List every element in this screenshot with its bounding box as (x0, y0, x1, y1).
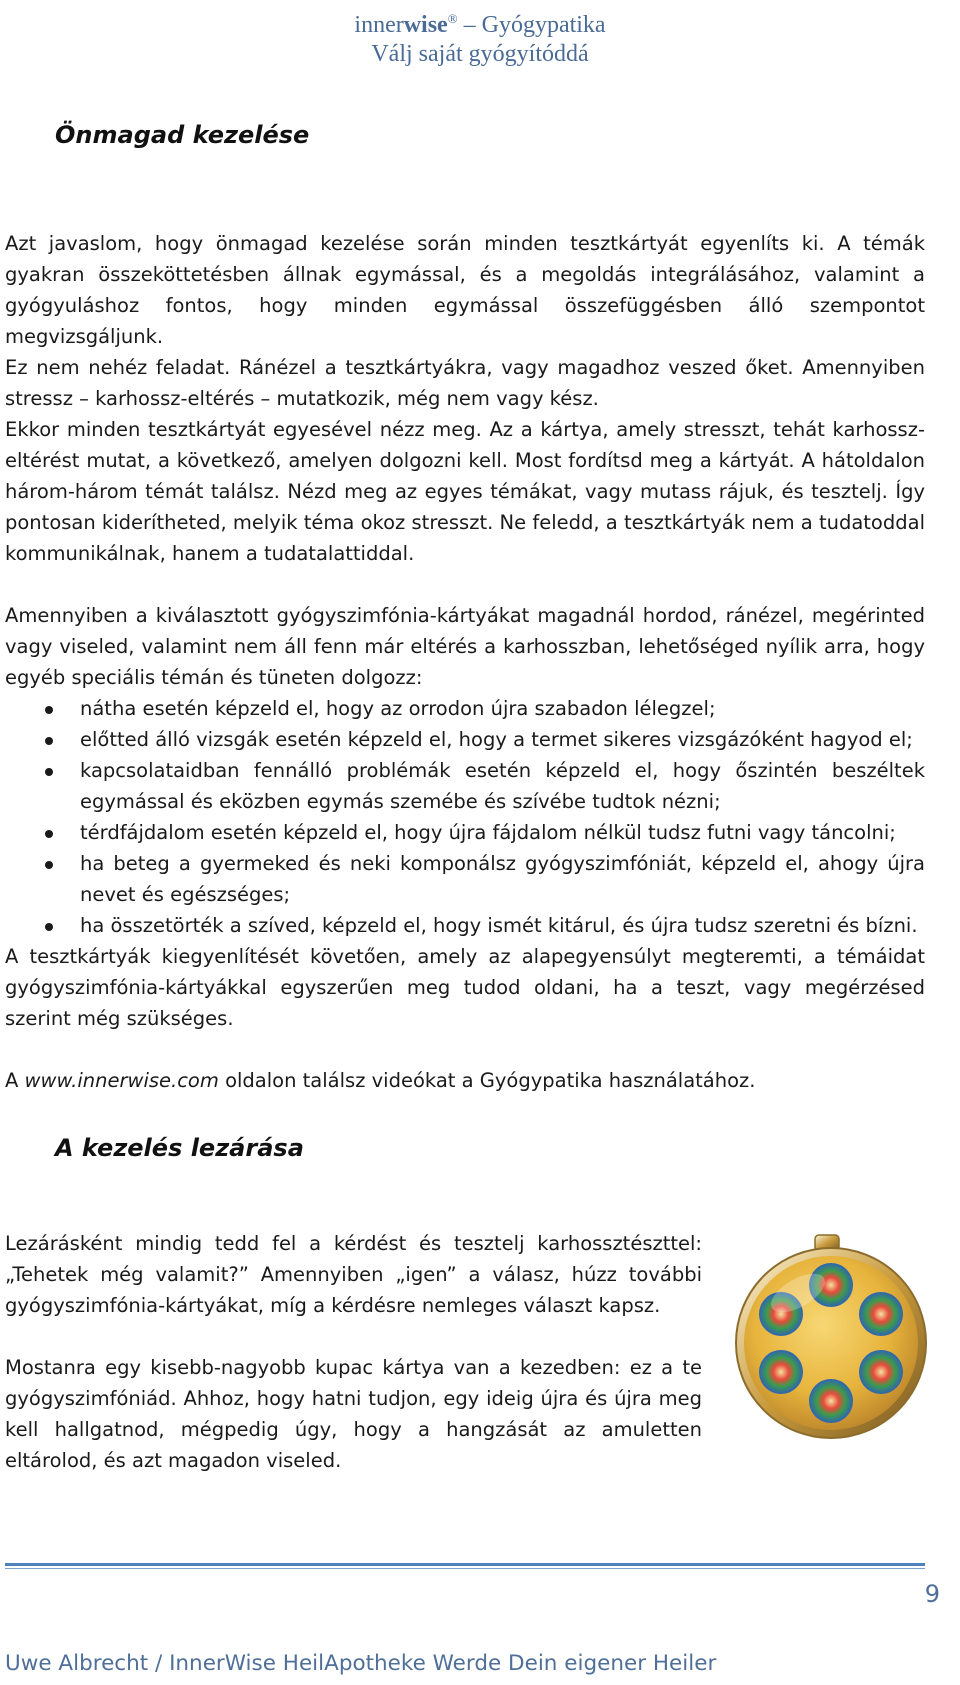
list-item: ha beteg a gyermeked és neki komponálsz gyógyszimfóniát, képzeld el, ahogy újra nevet és egészséges; (5, 848, 925, 910)
brand-registered: ® (447, 11, 458, 26)
header-subtitle: Válj saját gyógyítóddá (371, 41, 589, 67)
bullet-icon (45, 706, 53, 714)
paragraph: A tesztkártyák kiegyenlítését követően, amely az alapegyensúlyt megteremti, a témáidat gyógyszimfónia-kártyákkal egyszerűen meg tudod oldani, ha a teszt, vagy megérzésed szerint még szükséges. (5, 945, 925, 1030)
paragraph: Lezárásként mindig tedd fel a kérdést és tesztelj karhossztészttel: „Tehetek még valamit?” Amennyiben „igen” a válasz, húzz további gyógyszimfónia-kártyákat, míg a kérdésre nemleges választ kapsz. (5, 1232, 702, 1317)
website-link[interactable]: www.innerwise.com (24, 1069, 219, 1092)
page-header (0, 4, 960, 69)
paragraph: Azt javaslom, hogy önmagad kezelése során minden tesztkártyát egyenlíts ki. A témák gyakran összeköttetésben állnak egymással, és a megoldás integrálásához, valamint a gyógyuláshoz fontos, hogy minden egymással összefüggésben álló szempontot megvizsgáljunk. (5, 232, 925, 348)
paragraph: Mostanra egy kisebb-nagyobb kupac kártya van a kezedben: ez a te gyógyszimfóniád. Ahhoz, hogy hatni tudjon, egy ideig újra és újra meg kell hallgatnod, mégpedig úgy, hogy a hangzását az amuletten eltárolod, és azt magadon viseled. (5, 1356, 702, 1472)
header-brand (0, 4, 960, 40)
brand-inner: inner (354, 12, 404, 38)
page-number: 9 (924, 1580, 940, 1608)
paragraph: A www.innerwise.com oldalon találsz videókat a Gyógypatika használatához. (5, 1069, 756, 1092)
list-item: nátha esetén képzeld el, hogy az orrodon újra szabadon lélegzel; (5, 693, 925, 724)
bullet-icon (45, 923, 53, 931)
amulet-image (728, 1233, 938, 1443)
bullet-icon (45, 737, 53, 745)
brand-wise: wise (403, 12, 448, 38)
list-item: térdfájdalom esetén képzeld el, hogy újra fájdalom nélkül tudsz futni vagy táncolni; (5, 817, 925, 848)
bullet-icon (45, 830, 53, 838)
list-item: ha összetörték a szíved, képzeld el, hogy ismét kitárul, és újra tudsz szeretni és bízni. (5, 910, 925, 941)
list-item: előtted álló vizsgák esetén képzeld el, hogy a termet sikeres vizsgázóként hagyod el; (5, 724, 925, 755)
footer-divider (5, 1563, 925, 1566)
brand-title: – Gyógypatika (457, 12, 606, 38)
paragraph: Ekkor minden tesztkártyát egyesével nézz meg. Az a kártya, amely stresszt, tehát karhossz-eltérést mutat, a következő, amelyen dolgozni kell. Most fordítsd meg a kártyát. A hátoldalon három-három témát találsz. Nézd meg az egyes témákat, vagy mutass rájuk, és tesztelj. Így pontosan kiderítheted, melyik téma okoz stresszt. Ne feledd, a tesztkártyák nem a tudatoddal kommunikálnak, hanem a tudatalattiddal. (5, 418, 925, 565)
section-title-self-treatment: Önmagad kezelése (55, 121, 310, 149)
paragraph: Ez nem nehéz feladat. Ránézel a tesztkártyákra, vagy magadhoz veszed őket. Amennyiben stressz – karhossz-eltérés – mutatkozik, még nem vagy kész. (5, 356, 925, 410)
paragraph: Amennyiben a kiválasztott gyógyszimfónia-kártyákat magadnál hordod, ránézel, megérinted vagy viseled, valamint nem áll fenn már eltérés a karhosszban, lehetőséged nyílik arra, hogy egyéb speciális témán és tüneten dolgozz: (5, 604, 925, 689)
footer-divider-thin (5, 1568, 925, 1569)
section-title-closing: A kezelés lezárása (55, 1134, 304, 1162)
bullet-icon (45, 861, 53, 869)
section-body-closing (5, 1228, 702, 1476)
footer-text: Uwe Albrecht / InnerWise HeilApotheke Werde Dein eigener Heiler (5, 1651, 717, 1676)
list-item: kapcsolataidban fennálló problémák esetén képzeld el, hogy őszintén beszéltek egymással és eközben egymás szemébe és szívébe tudtok nézni; (5, 755, 925, 817)
section-body-self-treatment (5, 228, 925, 1096)
bullet-list (5, 693, 925, 941)
bullet-icon (45, 768, 53, 776)
